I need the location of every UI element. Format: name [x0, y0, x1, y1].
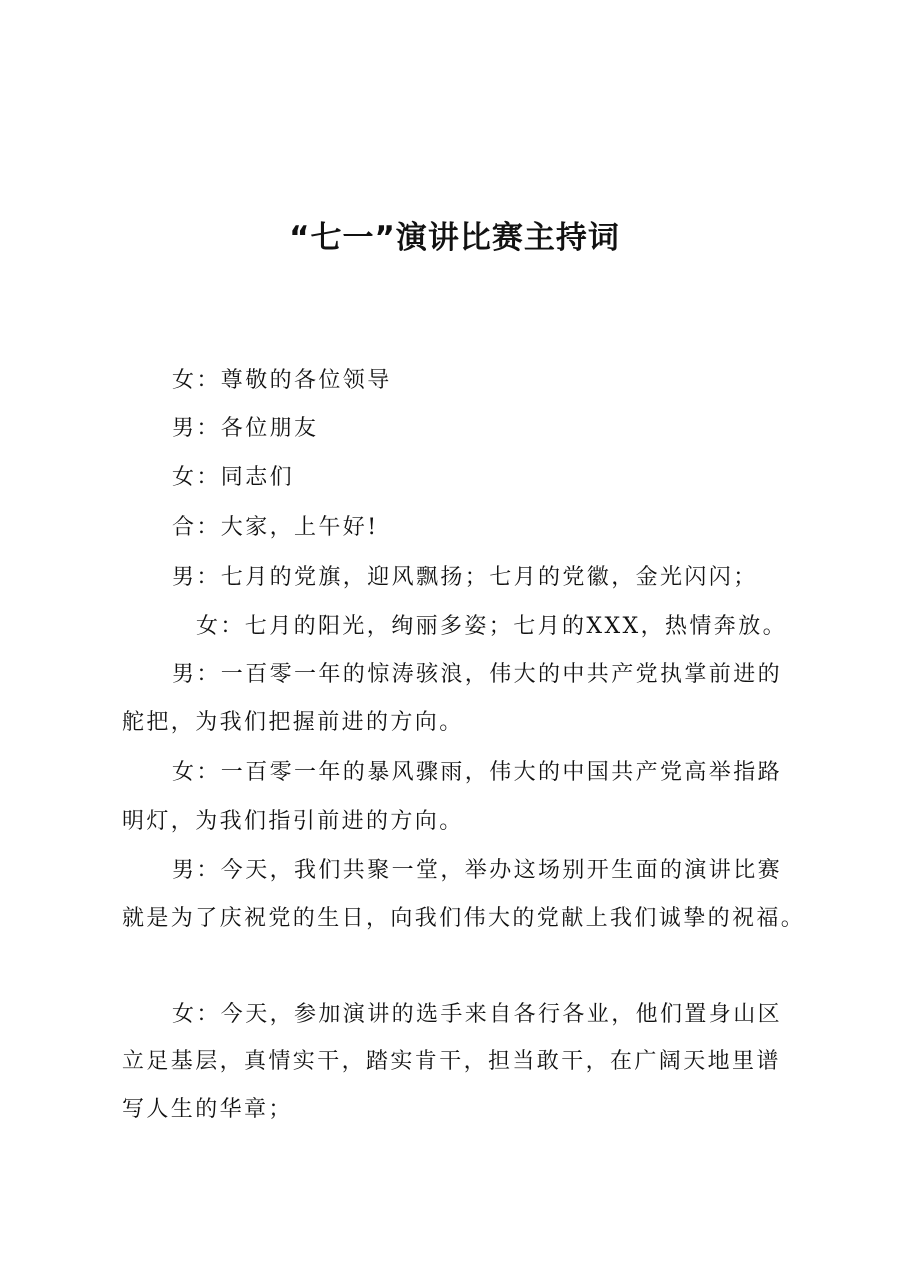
- dialogue-line-5: 男：七月的党旗，迎风飘扬；七月的党徽，金光闪闪；: [172, 565, 758, 590]
- dialogue-line-10-continued-1: 立足基层，真情实干，踏实肯干，担当敢干，在广阔天地里谱: [122, 1049, 781, 1074]
- dialogue-line-10-continued-2: 写人生的华章；: [122, 1097, 293, 1122]
- dialogue-line-3: 女：同志们: [172, 465, 295, 490]
- dialogue-line-8: 女：一百零一年的暴风骤雨，伟大的中国共产党高举指路: [172, 760, 783, 785]
- dialogue-line-9-continued: 就是为了庆祝党的生日，向我们伟大的党献上我们诚挚的祝福。: [122, 906, 806, 931]
- dialogue-line-7: 男：一百零一年的惊涛骇浪，伟大的中共产党执掌前进的: [172, 662, 783, 687]
- dialogue-line-9: 男：今天，我们共聚一堂，举办这场别开生面的演讲比赛: [172, 858, 783, 883]
- dialogue-line-6: 女：七月的阳光，绚丽多姿；七月的XXX，热情奔放。: [196, 614, 787, 639]
- document-title: “七一”演讲比赛主持词: [289, 220, 620, 256]
- dialogue-line-8-continued: 明灯，为我们指引前进的方向。: [122, 809, 464, 834]
- dialogue-line-7-continued: 舵把，为我们把握前进的方向。: [122, 710, 464, 735]
- dialogue-line-4: 合：大家，上午好!: [172, 515, 379, 540]
- dialogue-line-2: 男：各位朋友: [172, 416, 319, 441]
- dialogue-line-10: 女：今天，参加演讲的选手来自各行各业，他们置身山区: [172, 1002, 783, 1027]
- dialogue-line-1: 女：尊敬的各位领导: [172, 368, 392, 393]
